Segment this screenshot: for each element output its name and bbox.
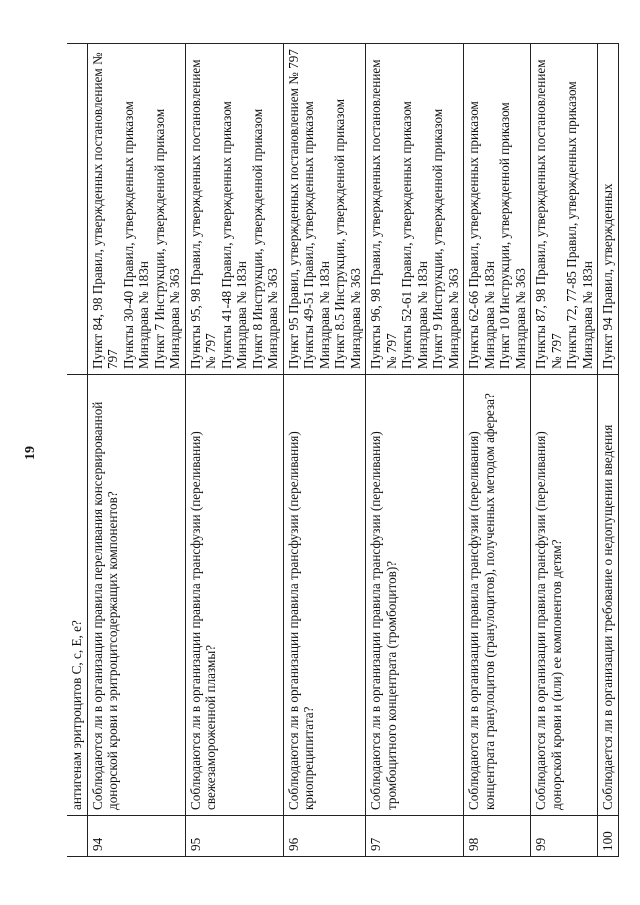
rotated-page-content <box>67 49 615 857</box>
question-text: Соблюдается ли в организации требование о недопущении введения <box>598 375 619 816</box>
row-number: 97 <box>366 816 464 857</box>
row-number: 95 <box>185 816 283 857</box>
reference-line: Пункты 72, 77-85 Правил, утвержденных приказом Минздрава № 183н <box>564 81 595 369</box>
reference-line: Пункт 84, 98 Правил, утвержденных постановлением № 797 <box>89 52 120 369</box>
table-row <box>283 44 366 857</box>
question-text: Соблюдаются ли в организации правила трансфузии (переливания) свежезамороженной плазмы? <box>185 375 283 816</box>
reference-line: Пункты 52-61 Правил, утвержденных приказом Минздрава № 183н <box>399 101 430 369</box>
row-number: 99 <box>531 816 598 857</box>
reference-line: Пункт 8.5 Инструкции, утвержденной приказом Минздрава № 363 <box>332 98 363 369</box>
row-number: 94 <box>87 816 185 857</box>
reference-line: Пункты 87, 98 Правил, утвержденных постановлением № 797 <box>533 59 564 369</box>
reference-line: Пункты 49-51 Правил, утвержденных приказом Минздрава № 183н <box>301 101 332 369</box>
question-text: Соблюдаются ли в организации правила трансфузии (переливания) тромбоцитного концентрата (тромбоцитов)? <box>366 375 464 816</box>
reference-cell <box>185 44 283 375</box>
reference-line: Пункт 10 Инструкции, утвержденной приказом Минздрава № 363 <box>497 102 528 369</box>
reference-line: Пункт 94 Правил, утвержденных <box>600 183 615 369</box>
reference-line: Пункты 95, 98 Правил, утвержденных постановлением № 797 <box>187 59 218 369</box>
question-text: Соблюдаются ли в организации правила переливания консервированной донорской крови и эритроцитсодержащих компонентов? <box>87 375 185 816</box>
reference-cell <box>283 44 366 375</box>
row-number: 96 <box>283 816 366 857</box>
reference-line: Пункты 96, 98 Правил, утвержденных постановлением № 797 <box>368 59 399 369</box>
reference-line: Пункты 30-40 Правил, утвержденных приказом Минздрава № 183н <box>120 101 151 369</box>
page-number: 19 <box>23 446 38 460</box>
reference-line: Пункт 7 Инструкции, утвержденной приказом Минздрава № 363 <box>151 108 182 369</box>
reference-cell <box>464 44 531 375</box>
reference-line: Пункт 9 Инструкции, утвержденной приказом Минздрава № 363 <box>430 108 461 369</box>
reference-line: Пункт 8 Инструкции, утвержденной приказом Минздрава № 363 <box>249 108 280 369</box>
table-row <box>87 44 185 857</box>
reference-cell <box>366 44 464 375</box>
question-text: Соблюдаются ли в организации правила трансфузии (переливания) концентрата гранулоцитов (гранулоцитов), полученных методом афереза? <box>464 375 531 816</box>
continued-row <box>67 44 87 857</box>
reference-cell <box>87 44 185 375</box>
row-number: 98 <box>464 816 531 857</box>
question-text: Соблюдаются ли в организации правила трансфузии (переливания) криопреципитата? <box>283 375 366 816</box>
reference-cell <box>598 44 619 375</box>
requirements-table <box>67 43 619 857</box>
row-number: 100 <box>598 816 619 857</box>
table-row <box>185 44 283 857</box>
reference-line: Пункты 62-66 Правил, утвержденных приказом Минздрава № 183н <box>466 101 497 369</box>
table-row <box>366 44 464 857</box>
row-number-cell <box>67 816 87 857</box>
reference-line: Пункт 95 Правил, утвержденных постановлением № 797 <box>285 49 301 369</box>
table-row <box>598 44 619 857</box>
reference-cell <box>531 44 598 375</box>
question-text: Соблюдаются ли в организации правила трансфузии (переливания) донорской крови и (или) ее компонентов детям? <box>531 375 598 816</box>
table-row <box>531 44 598 857</box>
reference-line: Пункты 41-48 Правил, утвержденных приказом Минздрава № 183н <box>218 101 249 369</box>
question-cell: антигенам эритроцитов С, с, Е, е? <box>67 375 87 816</box>
table-row <box>464 44 531 857</box>
reference-cell <box>67 44 87 375</box>
